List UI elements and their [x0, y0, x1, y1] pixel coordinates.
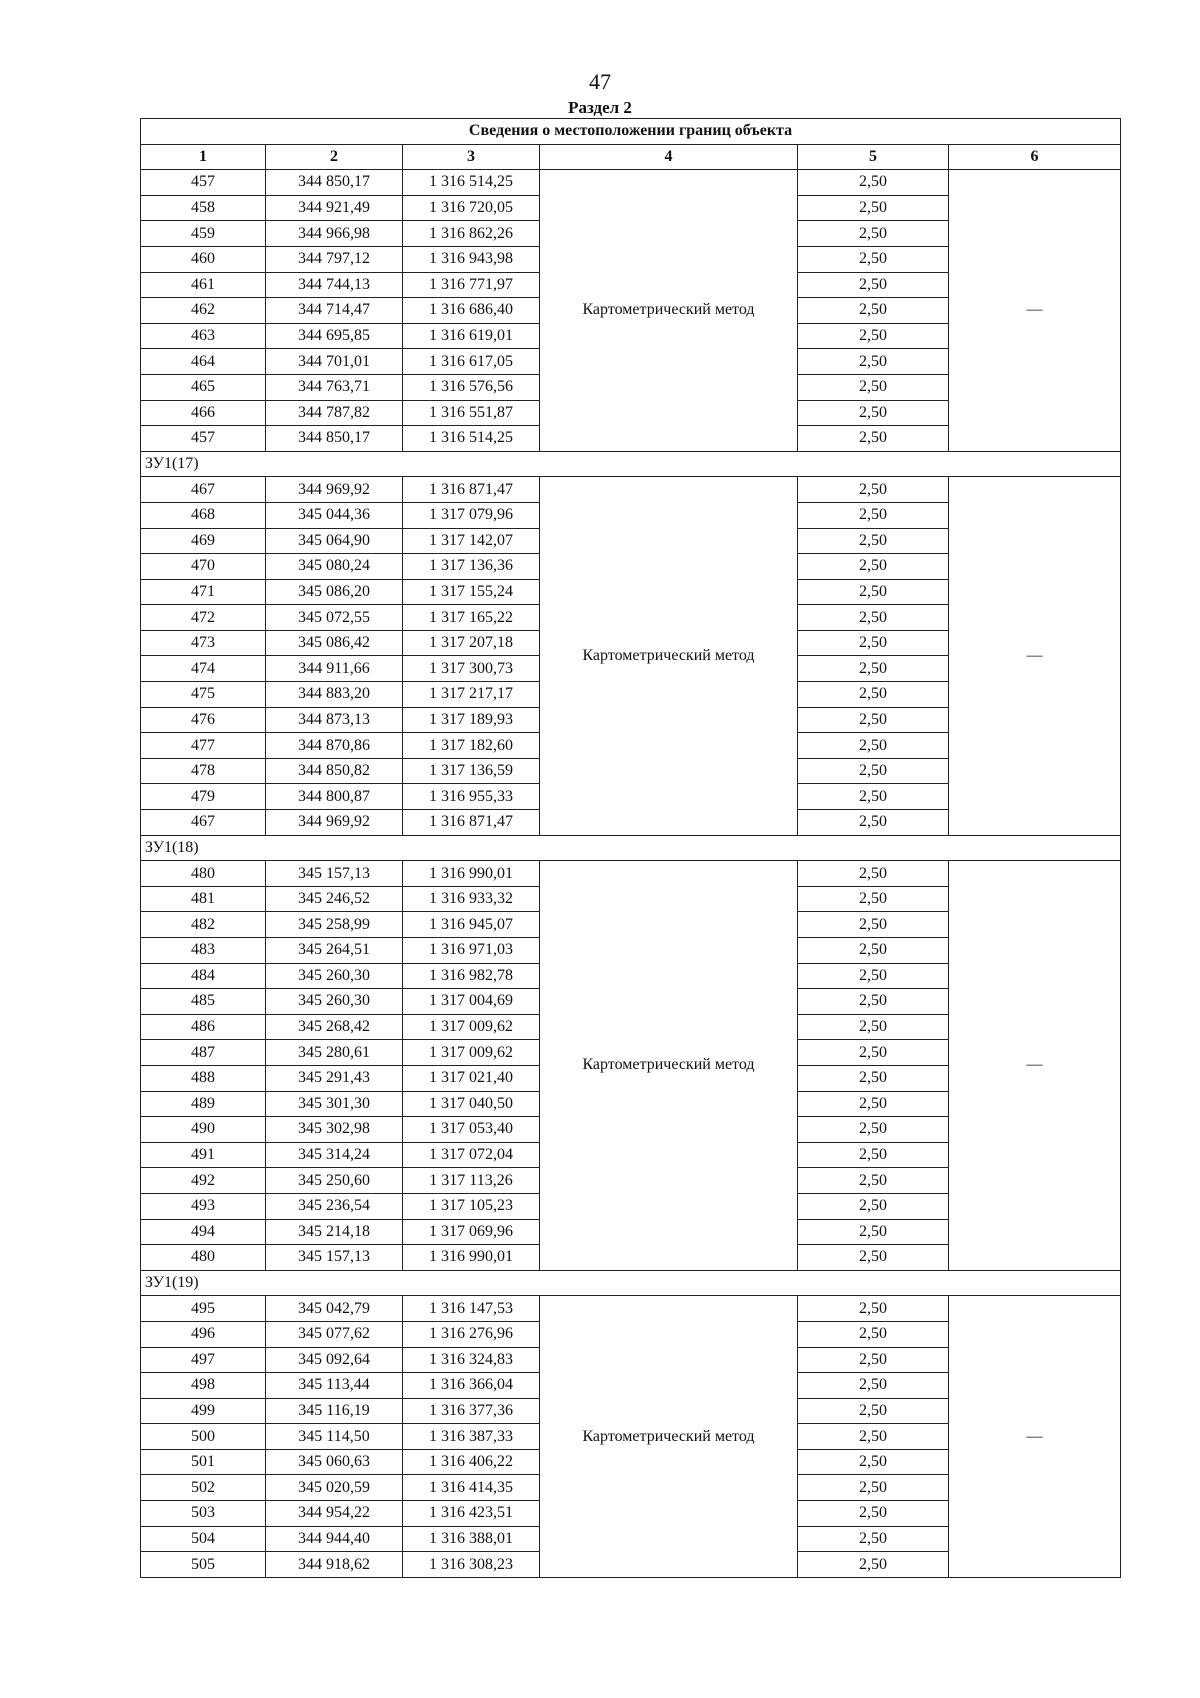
point-number: 466: [141, 400, 266, 426]
coordinate-y: 1 316 862,26: [403, 221, 540, 247]
coordinate-y: 1 316 990,01: [403, 1245, 540, 1271]
coordinate-y: 1 316 990,01: [403, 861, 540, 887]
coordinate-x: 345 258,99: [266, 912, 403, 938]
accuracy: 2,50: [798, 1373, 949, 1399]
coordinate-x: 344 873,13: [266, 707, 403, 733]
coordinate-x: 344 966,98: [266, 221, 403, 247]
point-number: 464: [141, 349, 266, 375]
coordinate-x: 344 969,92: [266, 477, 403, 503]
column-number-row: [141, 144, 1121, 170]
coordinate-y: 1 317 105,23: [403, 1193, 540, 1219]
coordinate-x: 344 797,12: [266, 246, 403, 272]
coordinate-x: 345 086,20: [266, 579, 403, 605]
accuracy: 2,50: [798, 1449, 949, 1475]
point-number: 473: [141, 630, 266, 656]
coordinate-y: 1 316 871,47: [403, 810, 540, 836]
accuracy: 2,50: [798, 1014, 949, 1040]
column-6-dash: —: [949, 861, 1121, 1271]
coordinate-y: 1 317 009,62: [403, 1040, 540, 1066]
coordinate-y: 1 317 009,62: [403, 1014, 540, 1040]
coordinate-y: 1 316 576,56: [403, 374, 540, 400]
coordinate-x: 344 701,01: [266, 349, 403, 375]
point-number: 492: [141, 1168, 266, 1194]
coordinate-x: 345 302,98: [266, 1117, 403, 1143]
group-label-row: [141, 835, 1121, 861]
coordinate-x: 344 969,92: [266, 810, 403, 836]
coordinate-x: 344 883,20: [266, 682, 403, 708]
point-number: 477: [141, 733, 266, 759]
accuracy: 2,50: [798, 1193, 949, 1219]
coordinate-x: 345 020,59: [266, 1475, 403, 1501]
coordinate-x: 345 072,55: [266, 605, 403, 631]
accuracy: 2,50: [798, 1321, 949, 1347]
accuracy: 2,50: [798, 784, 949, 810]
point-number: 463: [141, 323, 266, 349]
table-row: [141, 861, 1121, 887]
table-title-row: [141, 119, 1121, 145]
accuracy: 2,50: [798, 1552, 949, 1578]
coordinate-x: 345 291,43: [266, 1065, 403, 1091]
point-number: 461: [141, 272, 266, 298]
point-number: 497: [141, 1347, 266, 1373]
point-number: 480: [141, 1245, 266, 1271]
table-row: [141, 477, 1121, 503]
point-number: 496: [141, 1321, 266, 1347]
coordinate-x: 344 787,82: [266, 400, 403, 426]
point-number: 488: [141, 1065, 266, 1091]
point-number: 467: [141, 477, 266, 503]
coordinate-x: 345 077,62: [266, 1321, 403, 1347]
coordinate-x: 345 092,64: [266, 1347, 403, 1373]
accuracy: 2,50: [798, 579, 949, 605]
accuracy: 2,50: [798, 861, 949, 887]
accuracy: 2,50: [798, 477, 949, 503]
accuracy: 2,50: [798, 1040, 949, 1066]
accuracy: 2,50: [798, 1475, 949, 1501]
coordinate-y: 1 317 004,69: [403, 989, 540, 1015]
coordinate-x: 345 064,90: [266, 528, 403, 554]
coordinate-y: 1 316 406,22: [403, 1449, 540, 1475]
accuracy: 2,50: [798, 912, 949, 938]
table-row: [141, 170, 1121, 196]
accuracy: 2,50: [798, 502, 949, 528]
column-number: 1: [141, 144, 266, 170]
coordinate-y: 1 316 514,25: [403, 426, 540, 452]
column-number: 2: [266, 144, 403, 170]
coordinate-x: 345 113,44: [266, 1373, 403, 1399]
point-number: 493: [141, 1193, 266, 1219]
coordinate-y: 1 316 388,01: [403, 1526, 540, 1552]
point-number: 465: [141, 374, 266, 400]
accuracy: 2,50: [798, 298, 949, 324]
table-title: Сведения о местоположении границ объекта: [141, 119, 1121, 145]
coordinate-y: 1 316 617,05: [403, 349, 540, 375]
point-number: 483: [141, 938, 266, 964]
point-number: 498: [141, 1373, 266, 1399]
point-number: 472: [141, 605, 266, 631]
accuracy: 2,50: [798, 886, 949, 912]
coordinate-x: 344 744,13: [266, 272, 403, 298]
coordinate-x: 345 260,30: [266, 989, 403, 1015]
point-number: 457: [141, 426, 266, 452]
point-number: 471: [141, 579, 266, 605]
point-number: 462: [141, 298, 266, 324]
coordinate-x: 345 157,13: [266, 861, 403, 887]
coordinate-y: 1 317 069,96: [403, 1219, 540, 1245]
point-number: 480: [141, 861, 266, 887]
coordinate-y: 1 317 113,26: [403, 1168, 540, 1194]
accuracy: 2,50: [798, 170, 949, 196]
accuracy: 2,50: [798, 1117, 949, 1143]
coordinate-y: 1 317 165,22: [403, 605, 540, 631]
coordinate-x: 345 157,13: [266, 1245, 403, 1271]
coordinate-x: 345 114,50: [266, 1424, 403, 1450]
accuracy: 2,50: [798, 349, 949, 375]
group-label: ЗУ1(17): [141, 451, 1121, 477]
table-body: [141, 119, 1121, 1578]
coordinate-x: 344 954,22: [266, 1501, 403, 1527]
point-number: 467: [141, 810, 266, 836]
point-number: 479: [141, 784, 266, 810]
point-number: 491: [141, 1142, 266, 1168]
method-cell: Картометрический метод: [540, 477, 798, 835]
point-number: 489: [141, 1091, 266, 1117]
coordinate-x: 345 214,18: [266, 1219, 403, 1245]
coordinate-x: 345 301,30: [266, 1091, 403, 1117]
point-number: 476: [141, 707, 266, 733]
coordinate-y: 1 316 619,01: [403, 323, 540, 349]
accuracy: 2,50: [798, 810, 949, 836]
accuracy: 2,50: [798, 963, 949, 989]
point-number: 499: [141, 1398, 266, 1424]
accuracy: 2,50: [798, 989, 949, 1015]
accuracy: 2,50: [798, 1347, 949, 1373]
accuracy: 2,50: [798, 938, 949, 964]
coordinate-x: 345 236,54: [266, 1193, 403, 1219]
coordinate-y: 1 316 720,05: [403, 195, 540, 221]
point-number: 503: [141, 1501, 266, 1527]
method-cell: Картометрический метод: [540, 861, 798, 1271]
point-number: 485: [141, 989, 266, 1015]
group-label-row: [141, 1270, 1121, 1296]
coordinate-x: 344 714,47: [266, 298, 403, 324]
accuracy: 2,50: [798, 374, 949, 400]
coordinate-y: 1 316 955,33: [403, 784, 540, 810]
coordinate-y: 1 316 871,47: [403, 477, 540, 503]
point-number: 469: [141, 528, 266, 554]
coordinate-x: 345 250,60: [266, 1168, 403, 1194]
accuracy: 2,50: [798, 1091, 949, 1117]
point-number: 478: [141, 758, 266, 784]
coordinate-y: 1 317 136,59: [403, 758, 540, 784]
accuracy: 2,50: [798, 1245, 949, 1271]
point-number: 460: [141, 246, 266, 272]
coordinate-y: 1 317 136,36: [403, 554, 540, 580]
point-number: 475: [141, 682, 266, 708]
accuracy: 2,50: [798, 400, 949, 426]
accuracy: 2,50: [798, 1219, 949, 1245]
boundary-table: [140, 118, 1121, 1578]
column-number: 3: [403, 144, 540, 170]
coordinate-y: 1 316 971,03: [403, 938, 540, 964]
accuracy: 2,50: [798, 221, 949, 247]
coordinate-y: 1 316 366,04: [403, 1373, 540, 1399]
section-title: Раздел 2: [568, 98, 632, 117]
point-number: 490: [141, 1117, 266, 1143]
accuracy: 2,50: [798, 1168, 949, 1194]
point-number: 486: [141, 1014, 266, 1040]
point-number: 504: [141, 1526, 266, 1552]
point-number: 458: [141, 195, 266, 221]
coordinate-y: 1 317 053,40: [403, 1117, 540, 1143]
point-number: 505: [141, 1552, 266, 1578]
coordinate-y: 1 316 414,35: [403, 1475, 540, 1501]
page-number: 47: [589, 69, 611, 94]
coordinate-y: 1 316 686,40: [403, 298, 540, 324]
point-number: 459: [141, 221, 266, 247]
point-number: 502: [141, 1475, 266, 1501]
coordinate-x: 344 918,62: [266, 1552, 403, 1578]
coordinate-x: 345 268,42: [266, 1014, 403, 1040]
accuracy: 2,50: [798, 1501, 949, 1527]
coordinate-y: 1 317 182,60: [403, 733, 540, 759]
coordinate-y: 1 317 142,07: [403, 528, 540, 554]
coordinate-x: 345 116,19: [266, 1398, 403, 1424]
coordinate-y: 1 316 945,07: [403, 912, 540, 938]
point-number: 470: [141, 554, 266, 580]
coordinate-y: 1 316 982,78: [403, 963, 540, 989]
coordinate-x: 344 850,17: [266, 170, 403, 196]
coordinate-x: 344 850,82: [266, 758, 403, 784]
coordinate-x: 345 260,30: [266, 963, 403, 989]
point-number: 500: [141, 1424, 266, 1450]
coordinate-y: 1 316 933,32: [403, 886, 540, 912]
group-label: ЗУ1(19): [141, 1270, 1121, 1296]
accuracy: 2,50: [798, 707, 949, 733]
coordinate-x: 345 044,36: [266, 502, 403, 528]
point-number: 481: [141, 886, 266, 912]
coordinate-x: 345 264,51: [266, 938, 403, 964]
accuracy: 2,50: [798, 323, 949, 349]
accuracy: 2,50: [798, 528, 949, 554]
point-number: 484: [141, 963, 266, 989]
column-6-dash: —: [949, 170, 1121, 452]
coordinate-x: 345 080,24: [266, 554, 403, 580]
accuracy: 2,50: [798, 605, 949, 631]
table-row: [141, 1296, 1121, 1322]
coordinate-x: 344 695,85: [266, 323, 403, 349]
coordinate-y: 1 317 189,93: [403, 707, 540, 733]
coordinate-x: 345 280,61: [266, 1040, 403, 1066]
coordinate-x: 344 850,17: [266, 426, 403, 452]
point-number: 494: [141, 1219, 266, 1245]
accuracy: 2,50: [798, 1424, 949, 1450]
coordinate-y: 1 316 276,96: [403, 1321, 540, 1347]
column-6-dash: —: [949, 477, 1121, 835]
coordinate-y: 1 316 387,33: [403, 1424, 540, 1450]
point-number: 482: [141, 912, 266, 938]
coordinate-y: 1 316 551,87: [403, 400, 540, 426]
coordinate-y: 1 316 771,97: [403, 272, 540, 298]
accuracy: 2,50: [798, 1398, 949, 1424]
accuracy: 2,50: [798, 1296, 949, 1322]
coordinate-y: 1 317 300,73: [403, 656, 540, 682]
accuracy: 2,50: [798, 1526, 949, 1552]
coordinate-y: 1 317 217,17: [403, 682, 540, 708]
coordinate-y: 1 316 514,25: [403, 170, 540, 196]
accuracy: 2,50: [798, 426, 949, 452]
coordinate-y: 1 317 072,04: [403, 1142, 540, 1168]
point-number: 487: [141, 1040, 266, 1066]
coordinate-x: 344 800,87: [266, 784, 403, 810]
coordinate-x: 344 921,49: [266, 195, 403, 221]
coordinate-x: 344 870,86: [266, 733, 403, 759]
coordinate-y: 1 316 147,53: [403, 1296, 540, 1322]
coordinate-y: 1 316 324,83: [403, 1347, 540, 1373]
coordinate-x: 344 944,40: [266, 1526, 403, 1552]
coordinate-x: 344 763,71: [266, 374, 403, 400]
method-cell: Картометрический метод: [540, 170, 798, 452]
coordinate-x: 345 086,42: [266, 630, 403, 656]
accuracy: 2,50: [798, 656, 949, 682]
accuracy: 2,50: [798, 246, 949, 272]
coordinate-y: 1 316 308,23: [403, 1552, 540, 1578]
coordinate-y: 1 316 377,36: [403, 1398, 540, 1424]
coordinate-y: 1 317 155,24: [403, 579, 540, 605]
coordinate-y: 1 316 943,98: [403, 246, 540, 272]
coordinate-y: 1 317 021,40: [403, 1065, 540, 1091]
coordinate-x: 345 042,79: [266, 1296, 403, 1322]
coordinate-x: 345 060,63: [266, 1449, 403, 1475]
accuracy: 2,50: [798, 682, 949, 708]
point-number: 468: [141, 502, 266, 528]
coordinate-y: 1 316 423,51: [403, 1501, 540, 1527]
point-number: 495: [141, 1296, 266, 1322]
point-number: 457: [141, 170, 266, 196]
coordinate-x: 345 246,52: [266, 886, 403, 912]
accuracy: 2,50: [798, 272, 949, 298]
accuracy: 2,50: [798, 1142, 949, 1168]
accuracy: 2,50: [798, 758, 949, 784]
accuracy: 2,50: [798, 630, 949, 656]
coordinate-x: 344 911,66: [266, 656, 403, 682]
coordinate-y: 1 317 040,50: [403, 1091, 540, 1117]
coordinate-y: 1 317 079,96: [403, 502, 540, 528]
group-label: ЗУ1(18): [141, 835, 1121, 861]
accuracy: 2,50: [798, 554, 949, 580]
coordinate-x: 345 314,24: [266, 1142, 403, 1168]
method-cell: Картометрический метод: [540, 1296, 798, 1578]
column-number: 6: [949, 144, 1121, 170]
point-number: 474: [141, 656, 266, 682]
coordinate-y: 1 317 207,18: [403, 630, 540, 656]
point-number: 501: [141, 1449, 266, 1475]
group-label-row: [141, 451, 1121, 477]
accuracy: 2,50: [798, 733, 949, 759]
accuracy: 2,50: [798, 1065, 949, 1091]
column-number: 5: [798, 144, 949, 170]
column-6-dash: —: [949, 1296, 1121, 1578]
column-number: 4: [540, 144, 798, 170]
accuracy: 2,50: [798, 195, 949, 221]
